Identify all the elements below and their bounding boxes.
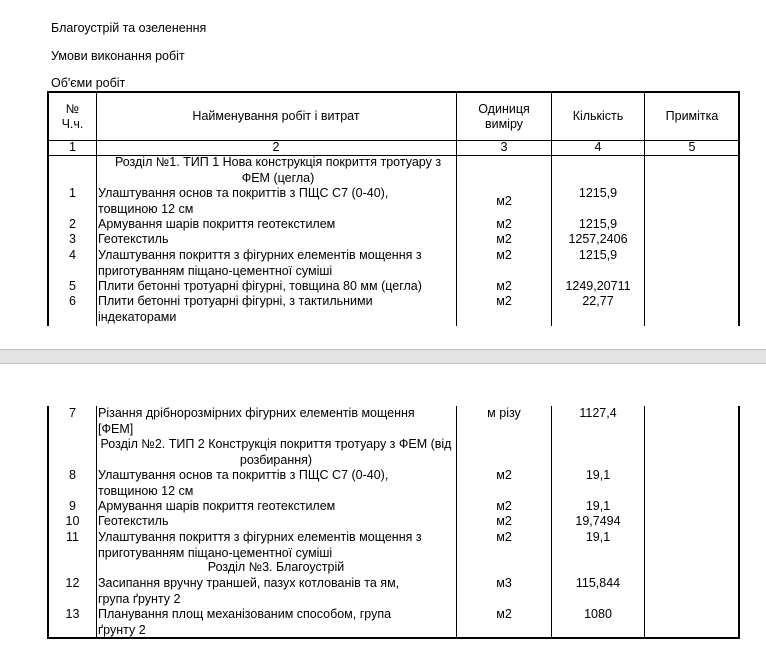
row-qty: 1215,9: [578, 248, 618, 262]
row-unit: м2: [496, 248, 512, 262]
row-number: 12: [65, 576, 80, 590]
row-name: Улаштування покриття з фігурних елементів мощення з приготуванням піщано-цементної суміші: [98, 530, 422, 560]
row-qty: 1249,20711: [565, 279, 631, 293]
section-heading: Розділ №2. ТИП 2 Конструкція покриття тротуару з ФЕМ (від розбирання): [100, 437, 452, 467]
row-number: 13: [65, 607, 80, 621]
row-name: Геотекстиль: [98, 232, 169, 246]
column-divider: [96, 91, 97, 326]
row-name: Армування шарів покриття геотекстилем: [98, 217, 336, 231]
row-unit: м2: [496, 607, 512, 621]
row-name: Улаштування покриття з фігурних елементів мощення з приготуванням піщано-цементної суміші: [98, 248, 422, 278]
row-unit: м2: [496, 499, 512, 513]
row-unit: м2: [496, 468, 512, 482]
header-num: № Ч.ч.: [61, 101, 84, 131]
row-qty: 1080: [584, 607, 612, 621]
header-note: Примітка: [665, 109, 719, 123]
column-divider: [644, 406, 645, 638]
row-unit: м різу: [487, 406, 521, 420]
document-heading: Благоустрій та озеленення: [51, 21, 207, 35]
column-number: 5: [688, 140, 696, 154]
row-number: 11: [66, 530, 79, 544]
row-name: Плити бетонні тротуарні фігурні, товщина 80 мм (цегла): [98, 279, 422, 293]
row-number: 3: [69, 232, 76, 246]
section-heading: Розділ №3. Благоустрій: [207, 560, 345, 574]
row-number: 9: [69, 499, 76, 513]
row-number: 7: [69, 406, 76, 420]
row-name: Геотекстиль: [98, 514, 169, 528]
header-qty: Кількість: [572, 109, 624, 123]
row-qty: 19,1: [585, 468, 611, 482]
row-qty: 1215,9: [578, 217, 618, 231]
row-qty: 1127,4: [579, 406, 617, 420]
volumes-label: Об'єми робіт: [51, 76, 126, 90]
row-name: Різання дрібнорозмірних фігурних елементів мощення [ФЕМ]: [98, 406, 415, 436]
row-unit: м2: [496, 514, 512, 528]
row-number: 4: [69, 248, 76, 262]
row-unit: м2: [496, 279, 512, 293]
table-right-border: [738, 406, 740, 638]
row-qty: 22,77: [582, 294, 614, 308]
row-name: Армування шарів покриття геотекстилем: [98, 499, 336, 513]
row-qty: 19,7494: [575, 514, 621, 528]
row-name: Улаштування основ та покриттів з ПЩС С7 (0-40), товщиною 12 см: [98, 468, 389, 498]
row-name: Улаштування основ та покриттів з ПЩС С7 (0-40), товщиною 12 см: [98, 186, 389, 216]
row-qty: 1215,9: [578, 186, 618, 200]
row-number: 8: [69, 468, 76, 482]
row-unit: м2: [496, 530, 512, 544]
row-name: Плити бетонні тротуарні фігурні, з тактильними індекаторами: [98, 294, 373, 324]
row-qty: 19,1: [585, 499, 611, 513]
header-unit: Одиниця виміру: [478, 101, 530, 131]
row-number: 2: [69, 217, 76, 231]
row-qty: 1257,2406: [568, 232, 628, 246]
column-number: 2: [272, 140, 280, 154]
header-name: Найменування робіт і витрат: [192, 109, 360, 123]
column-number: 1: [69, 140, 76, 154]
row-unit: м3: [496, 576, 512, 590]
row-number: 10: [65, 514, 80, 528]
column-number: 4: [594, 140, 602, 154]
row-unit: м2: [496, 194, 512, 208]
section-heading: Розділ №1. ТИП 1 Нова конструкція покриття тротуару з ФЕМ (цегла): [114, 155, 442, 185]
row-unit: м2: [496, 217, 512, 231]
row-unit: м2: [496, 232, 512, 246]
row-number: 6: [69, 294, 76, 308]
row-name: Планування площ механізованим способом, група ґрунту 2: [98, 607, 392, 637]
row-number: 5: [69, 279, 76, 293]
row-unit: м2: [496, 294, 512, 308]
row-name: Засипання вручну траншей, пазух котлованів та ям, група ґрунту 2: [98, 576, 400, 606]
column-divider: [96, 406, 97, 638]
column-number: 3: [500, 140, 508, 154]
page-break-separator: [0, 349, 766, 364]
row-number: 1: [69, 186, 76, 200]
row-qty: 115,844: [575, 576, 621, 590]
row-qty: 19,1: [585, 530, 611, 544]
conditions-label: Умови виконання робіт: [51, 49, 185, 63]
